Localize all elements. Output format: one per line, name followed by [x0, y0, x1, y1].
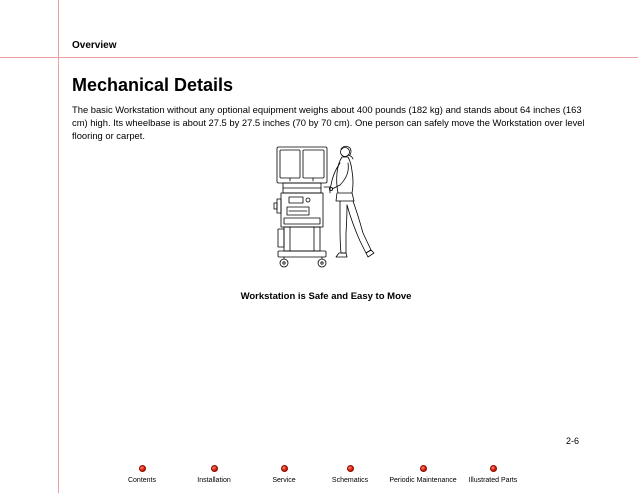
- figure-caption: Workstation is Safe and Easy to Move: [240, 291, 412, 302]
- workstation-cart-illustration: [270, 143, 380, 273]
- nav-illustrated-parts[interactable]: [448, 462, 538, 485]
- red-dot-icon[interactable]: [139, 465, 146, 472]
- footer-nav: [0, 462, 638, 490]
- body-paragraph: The basic Workstation without any optional equipment weighs about 400 pounds (182 kg) and stands about 64 inches (163 cm) high. Its wheelbase is about 27.5 by 27.5 inches (70 by 70 cm). One person can safely move the Workstation over level flooring or carpet.: [72, 104, 585, 141]
- nav-label[interactable]: Periodic Maintenance: [389, 477, 457, 484]
- nav-label[interactable]: Schematics: [331, 477, 369, 484]
- red-dot-icon[interactable]: [490, 465, 497, 472]
- nav-label[interactable]: Service: [272, 477, 296, 484]
- margin-rule-vertical: [58, 0, 59, 493]
- red-dot-icon[interactable]: [281, 465, 288, 472]
- nav-label[interactable]: Installation: [197, 477, 231, 484]
- red-dot-icon[interactable]: [211, 465, 218, 472]
- section-label: Overview: [72, 40, 117, 51]
- page-title: Mechanical Details: [72, 75, 234, 95]
- nav-label[interactable]: Contents: [127, 477, 157, 484]
- red-dot-icon[interactable]: [347, 465, 354, 472]
- red-dot-icon[interactable]: [420, 465, 427, 472]
- margin-rule-horizontal: [0, 57, 638, 58]
- page-number: 2-6: [566, 436, 580, 446]
- nav-label[interactable]: Illustrated Parts: [468, 477, 518, 484]
